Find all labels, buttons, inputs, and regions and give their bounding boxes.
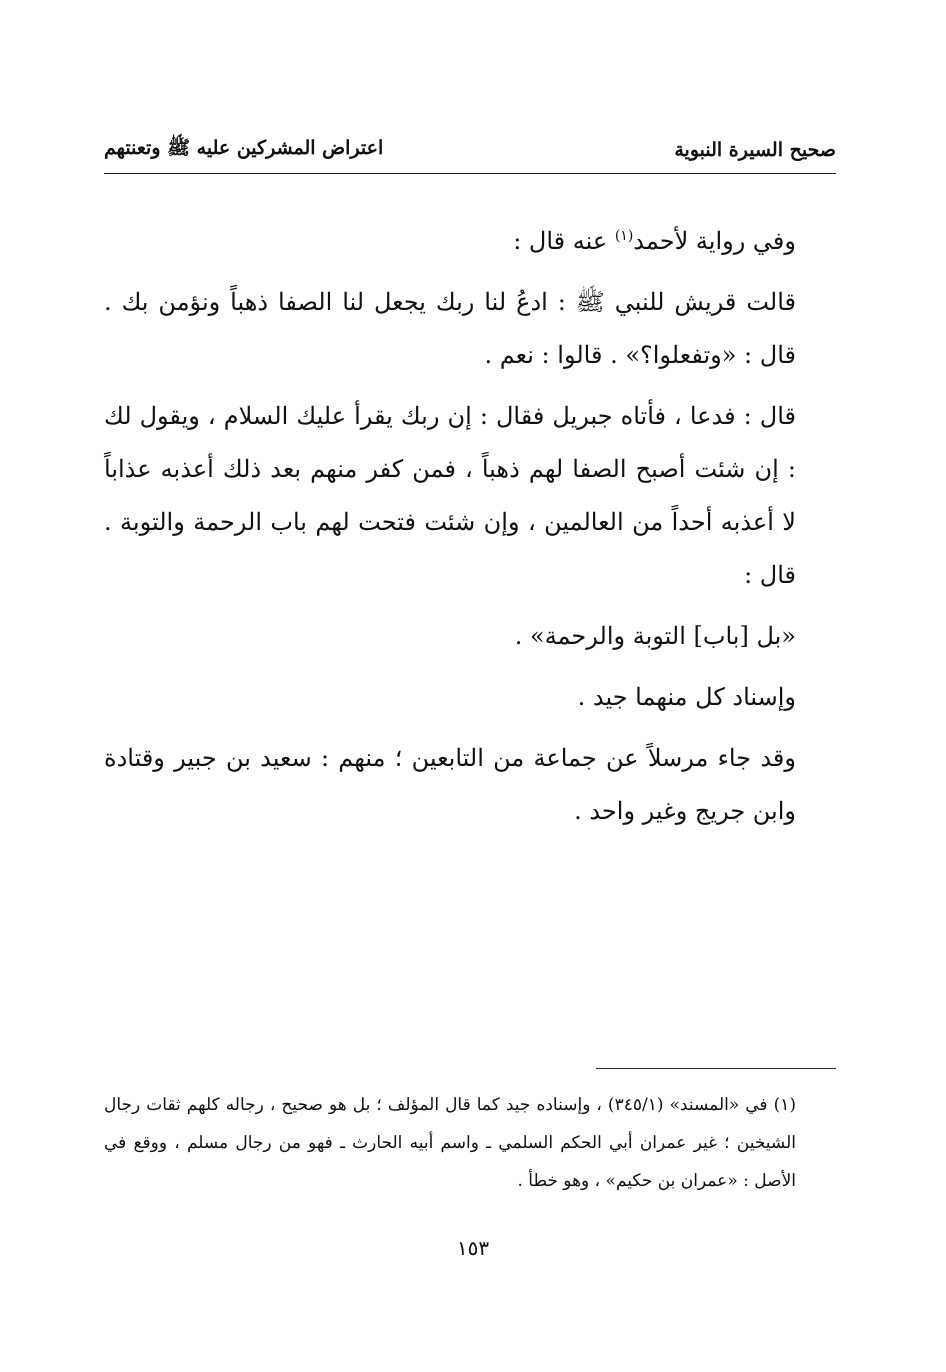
header-divider [104,173,836,174]
paragraph-4: «بل [باب] التوبة والرحمة» . [514,622,796,650]
paragraph-5: وإسناد كل منهما جيد . [577,683,796,711]
paragraph-3: قال : فدعا ، فأتاه جبريل فقال : إن ربك يقرأ عليك السلام ، ويقول لك : إن شئت أصبح الصفا لهم ذهباً ، فمن كفر منهم بعد ذلك أعذبه عذاباً لا أعذبه أحداً من العالمين ، وإن شئت فتحت لهم باب الرحمة والتوبة . قال : [104,402,796,589]
header-book-title: صحيح السيرة النبوية [674,139,836,161]
paragraph-6: وقد جاء مرسلاً عن جماعة من التابعين ؛ منهم : سعيد بن جبير وقتادة وابن جريج وغير واحد . [104,744,796,825]
header-chapter-title: اعتراض المشركين عليه ﷺ وتعنتهم [104,137,384,159]
footnotes [104,1086,836,1200]
paragraph-1 [104,215,836,268]
paragraph-1-rest: عنه قال : [513,227,615,255]
main-text [104,215,836,838]
footnote-divider [596,1068,836,1069]
footnote-1: (١) في «المسند» (٣٤٥/١) ، وإسناده جيد كما قال المؤلف ؛ بل هو صحيح ، رجاله كلهم ثقات رجال الشيخين ؛ غير عمران أبي الحكم السلمي ـ واسم أبيه الحارث ـ فهو من رجال مسلم ، ووقع في الأصل : «عمران بن حكيم» ، وهو خطأ . [104,1095,796,1191]
paragraph-1-text: وفي رواية لأحمد [633,227,796,255]
page-number: ١٥٣ [456,1236,490,1260]
paragraph-2: قالت قريش للنبي ﷺ : ادعُ لنا ربك يجعل لنا الصفا ذهباً ونؤمن بك . قال : «وتفعلوا؟» . قالوا : نعم . [104,288,796,369]
running-header [104,130,836,170]
footnote-ref-1: (١) [614,228,634,244]
